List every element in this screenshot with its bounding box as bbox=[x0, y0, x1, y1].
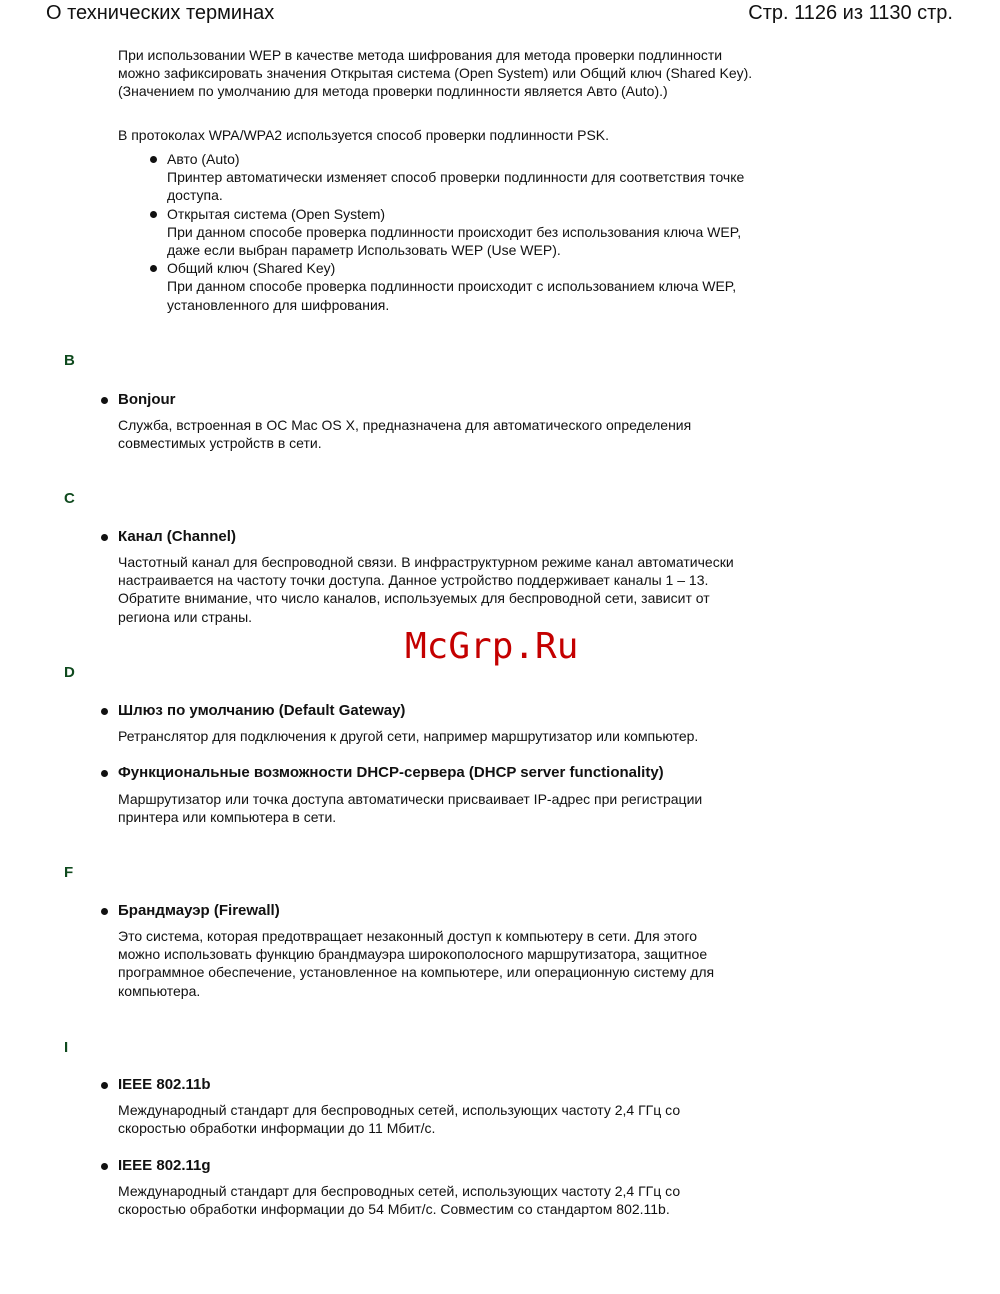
page-title: О технических терминах bbox=[46, 2, 275, 24]
term-description: Международный стандарт для беспроводных сетей, использующих частоту 2,4 ГГц со скоростью обработки информации до 54 Мбит/с. Совместим со стандартом 802.11b. bbox=[118, 1183, 681, 1218]
bullet-icon bbox=[101, 1082, 108, 1089]
term-ieee-80211b: IEEE 802.11b bbox=[100, 1076, 211, 1093]
list-item bbox=[148, 259, 748, 314]
term-description: Служба, встроенная в ОС Mac OS X, предназначена для автоматического определения совместимых устройств в сети. bbox=[118, 417, 692, 452]
bullet-icon bbox=[101, 708, 108, 715]
term-default-gateway: Шлюз по умолчанию (Default Gateway) bbox=[100, 702, 405, 719]
bullet-icon bbox=[150, 265, 157, 272]
term-firewall: Брандмауэр (Firewall) bbox=[100, 902, 280, 919]
list-item bbox=[148, 205, 748, 260]
bullet-icon bbox=[101, 534, 108, 541]
bullet-icon bbox=[101, 908, 108, 915]
section-letter-c: C bbox=[64, 490, 75, 507]
bullet-icon bbox=[101, 770, 108, 777]
term-ieee-80211g: IEEE 802.11g bbox=[100, 1157, 211, 1174]
term-channel: Канал (Channel) bbox=[100, 528, 236, 545]
bullet-icon bbox=[150, 156, 157, 163]
list-item-text: При данном способе проверка подлинности происходит без использования ключа WEP, даже если выбран параметр Использовать WEP (Use WEP). bbox=[167, 223, 742, 259]
page-counter: Стр. 1126 из 1130 стр. bbox=[748, 2, 953, 24]
intro-paragraph-wpa: В протоколах WPA/WPA2 используется способ проверки подлинности PSK. bbox=[118, 127, 610, 143]
term-description: Частотный канал для беспроводной связи. В инфраструктурном режиме канал автоматически настраивается на частоту точки доступа. Данное устройство поддерживает каналы 1 – 13. Обратите внимание, что число каналов, используемых для беспроводной сети, зависит от региона или страны. bbox=[118, 554, 734, 625]
list-item-title: Авто (Auto) bbox=[167, 151, 240, 167]
term-description: Маршрутизатор или точка доступа автоматически присваивает IP-адрес при регистрации принтера или компьютера в сети. bbox=[118, 791, 703, 826]
watermark-logo: McGrp.Ru bbox=[405, 626, 579, 667]
bullet-icon bbox=[101, 397, 108, 404]
term-bonjour: Bonjour bbox=[100, 391, 176, 408]
section-letter-b: B bbox=[64, 352, 75, 369]
auth-method-list bbox=[148, 150, 748, 314]
list-item-title: Открытая система (Open System) bbox=[167, 205, 386, 222]
term-description: Это система, которая предотвращает незаконный доступ к компьютеру в сети. Для этого можно использовать функцию брандмауэра широкополосного маршрутизатора, защитное программное обеспечение, установленное на компьютере, или операционную систему для компьютера. bbox=[118, 928, 715, 999]
list-item bbox=[148, 150, 748, 205]
section-letter-i: I bbox=[64, 1039, 69, 1056]
list-item-text: При данном способе проверка подлинности происходит с использованием ключа WEP, установленного для шифрования. bbox=[167, 278, 737, 313]
bullet-icon bbox=[101, 1163, 108, 1170]
list-item-text: Принтер автоматически изменяет способ проверки подлинности для соответствия точке доступа. bbox=[167, 169, 745, 204]
term-description: Ретранслятор для подключения к другой сети, например маршрутизатор или компьютер. bbox=[118, 728, 699, 744]
term-description: Международный стандарт для беспроводных сетей, использующих частоту 2,4 ГГц со скоростью обработки информации до 11 Мбит/с. bbox=[118, 1102, 681, 1137]
list-item-title: Общий ключ (Shared Key) bbox=[167, 260, 336, 277]
bullet-icon bbox=[150, 211, 157, 218]
intro-paragraph-wep: При использовании WEP в качестве метода шифрования для метода проверки подлинности можно зафиксировать значения Открытая система (Open System) или Общий ключ (Shared Key). (Значением по умолчанию для метода проверки подлинности является Авто (Auto).) bbox=[118, 47, 753, 100]
term-dhcp-server: Функциональные возможности DHCP-сервера (DHCP server functionality) bbox=[100, 764, 664, 781]
section-letter-f: F bbox=[64, 864, 74, 881]
section-letter-d: D bbox=[64, 664, 75, 681]
